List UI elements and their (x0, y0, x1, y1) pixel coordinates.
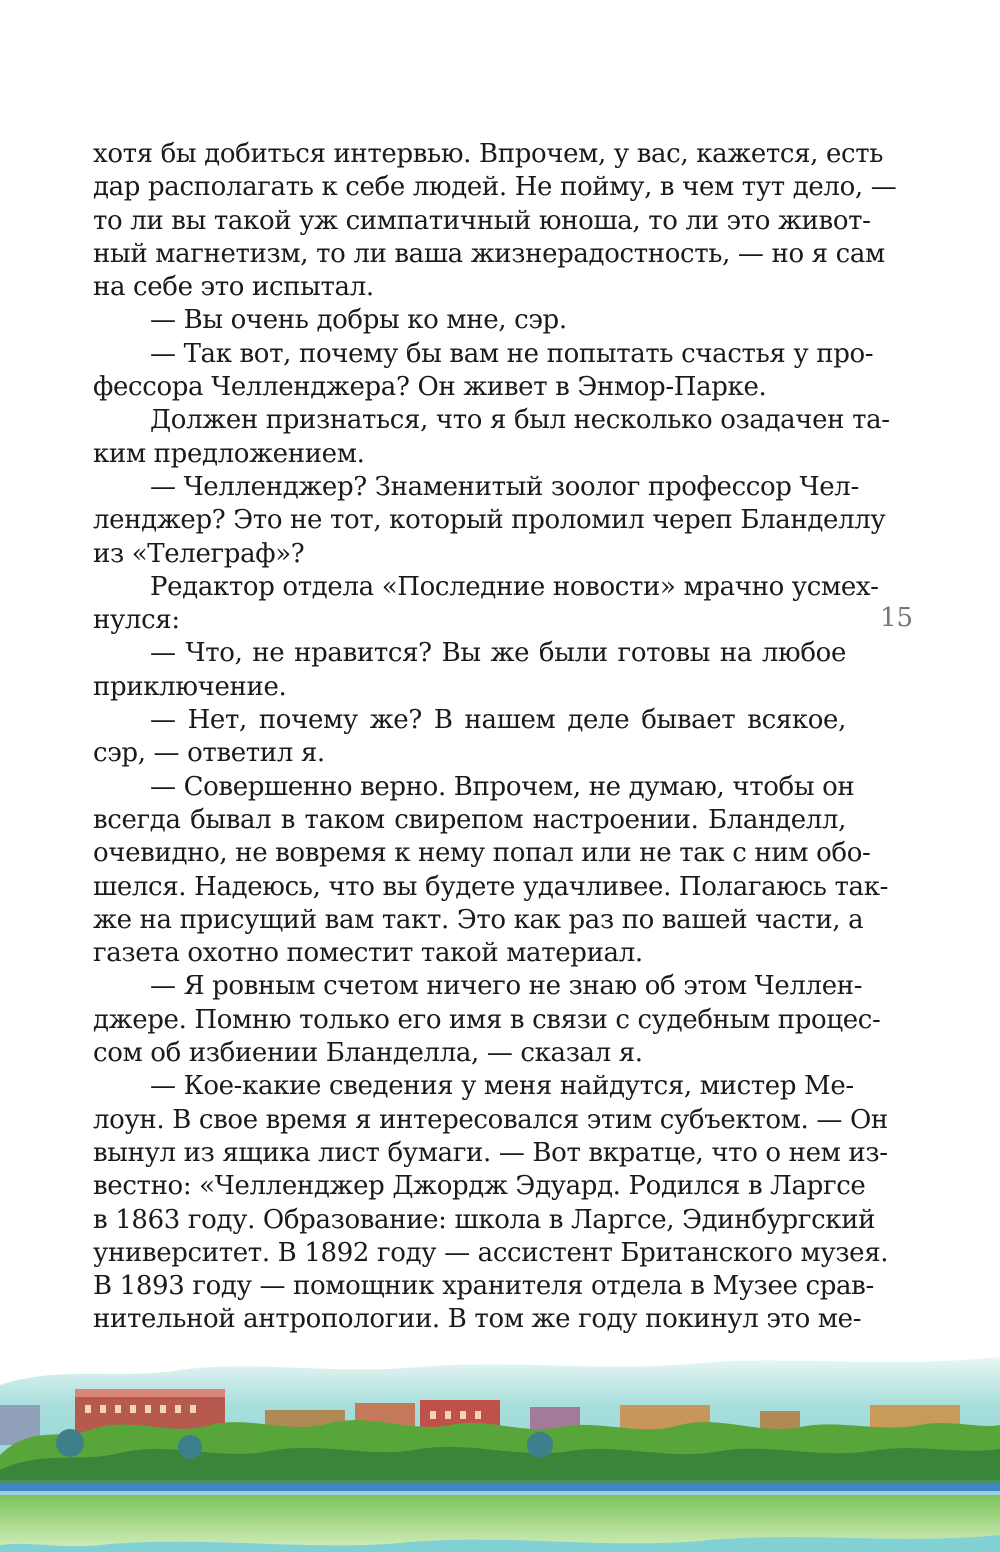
text-line: — Я ровным счетом ничего не знаю об этом Челлен- (150, 971, 863, 1002)
text-line: — Что, не нравится? Вы же были готовы на любое (150, 638, 846, 669)
text-line: то ли вы такой уж симпатичный юноша, то ли это живот- (93, 205, 871, 236)
trees-icon (0, 1420, 1000, 1485)
text-line: на себе это испытал. (93, 272, 374, 303)
text-line: ким предложением. (93, 438, 365, 469)
text-line: — Нет, почему же? В нашем деле бывает всякое, (150, 705, 846, 736)
text-line: ный магнетизм, то ли ваша жизнерадостность, — но я сам (93, 238, 885, 269)
text-line: шелся. Надеюсь, что вы будете удачливее. Полагаюсь так- (93, 871, 889, 902)
text-line: университет. В 1892 году — ассистент Британского музея. (93, 1237, 889, 1268)
text-line: ленджер? Это не тот, который проломил череп Бланделлу (93, 505, 886, 536)
text-line: дар располагать к себе людей. Не пойму, в чем тут дело, — (93, 172, 897, 203)
page-number: 15 (880, 603, 914, 633)
text-line: — Челленджер? Знаменитый зоолог профессор Чел- (150, 471, 859, 502)
text-line: нулся: (93, 605, 180, 636)
text-line: вынул из ящика лист бумаги. — Вот вкратце, что о нем из- (93, 1137, 888, 1168)
text-line: всегда бывал в таком свирепом настроении. Бланделл, (93, 804, 846, 835)
text-line: очевидно, не вовремя к нему попал или не так с ним обо- (93, 838, 871, 869)
text-line: сэр, — ответил я. (93, 738, 325, 769)
text-line: лоун. В свое время я интересовался этим субъектом. — Он (93, 1104, 888, 1135)
text-line: из «Телеграф»? (93, 538, 305, 569)
landscape-illustration (0, 1345, 1000, 1552)
text-line: Должен признаться, что я был несколько озадачен та- (150, 405, 890, 436)
text-line: — Так вот, почему бы вам не попытать счастья у про- (150, 338, 874, 369)
text-line: хотя бы добиться интервью. Впрочем, у вас, кажется, есть (93, 139, 884, 169)
text-line: Редактор отдела «Последние новости» мрачно усмех- (150, 571, 879, 602)
text-line: нительной антропологии. В том же году покинул это ме- (93, 1304, 862, 1335)
text-line: в 1863 году. Образование: школа в Ларгсе, Эдинбургский (93, 1204, 876, 1235)
text-line: В 1893 году — помощник хранителя отдела в Музее срав- (93, 1271, 874, 1302)
text-line: — Кое-какие сведения у меня найдутся, мистер Ме- (150, 1071, 854, 1102)
text-line: газета охотно поместит такой материал. (93, 938, 643, 969)
text-line: приключение. (93, 671, 287, 702)
water-stripe (0, 1483, 1000, 1491)
text-line: — Совершенно верно. Впрочем, не думаю, чтобы он (150, 771, 855, 802)
text-line: сом об избиении Бланделла, — сказал я. (93, 1038, 643, 1069)
text-line: вестно: «Челленджер Джордж Эдуард. Родился в Ларгсе (93, 1171, 866, 1202)
text-line: фессора Челленджера? Он живет в Энмор-Парке. (93, 372, 767, 403)
text-line: джере. Помню только его имя в связи с судебным процес- (93, 1004, 881, 1035)
text-line: — Вы очень добры ко мне, сэр. (150, 305, 567, 336)
text-line: же на присущий вам такт. Это как раз по вашей части, а (93, 904, 864, 935)
